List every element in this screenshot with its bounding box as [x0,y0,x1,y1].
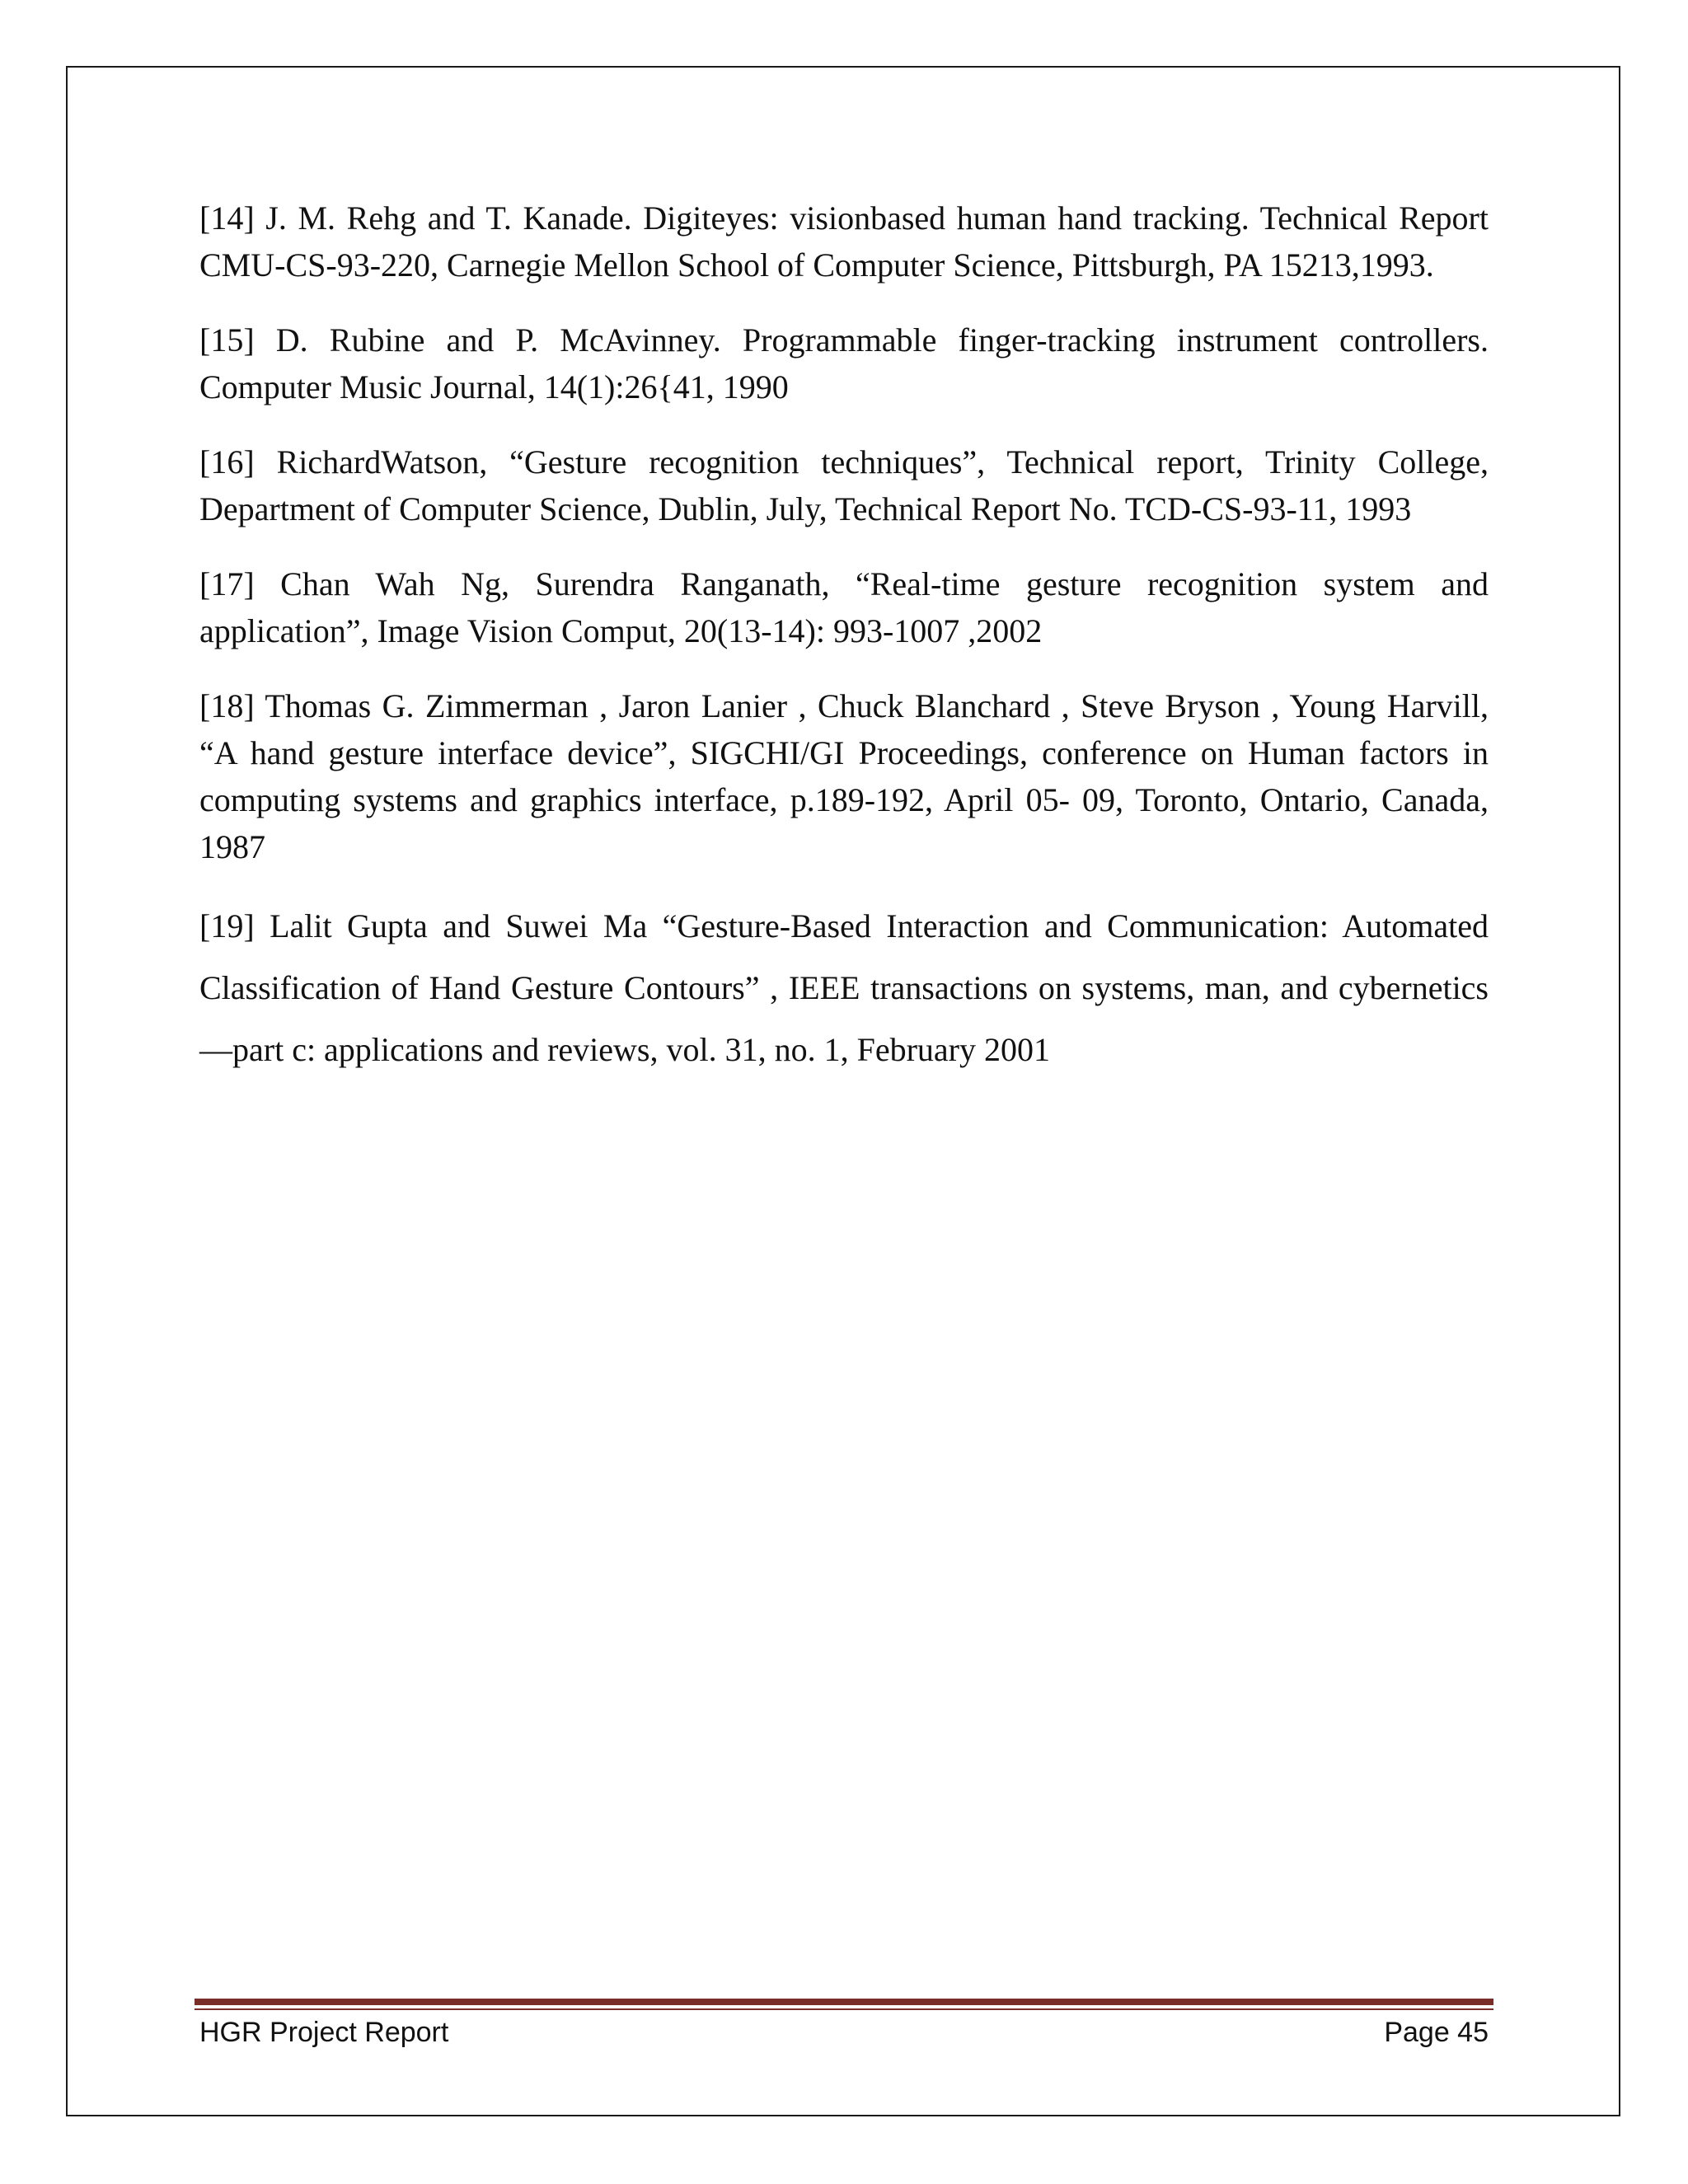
reference-15: [15] D. Rubine and P. McAvinney. Programmable finger-tracking instrument controllers. Computer Music Journal, 14(1):26{41, 1990 [199,321,1489,405]
references-list [199,194,1489,1108]
footer-rule-thick [195,1999,1493,2005]
footer-page-number: Page 45 [1384,2017,1489,2048]
reference-14: [14] J. M. Rehg and T. Kanade. Digiteyes: visionbased human hand tracking. Technical Report CMU-CS-93-220, Carnegie Mellon School of Computer Science, Pittsburgh, PA 15213,1993. [199,199,1489,284]
footer-rule [195,1999,1493,2010]
reference-18: [18] Thomas G. Zimmerman , Jaron Lanier , Chuck Blanchard , Steve Bryson , Young Harvill, “A hand gesture interface device”, SIGCHI/GI Proceedings, conference on Human factors in computing systems and graphics interface, p.189-192, April 05- 09, Toronto, Ontario, Canada, 1987 [199,687,1489,865]
reference-17: [17] Chan Wah Ng, Surendra Ranganath, “Real-time gesture recognition system and application”, Image Vision Comput, 20(13-14): 993-1007 ,2002 [199,565,1489,649]
reference-19: [19] Lalit Gupta and Suwei Ma “Gesture-Based Interaction and Communication: Automated Classification of Hand Gesture Contours” , IEEE transactions on systems, man, and cybernetics—part c: applications and reviews, vol. 31, no. 1, February 2001 [199,907,1489,1068]
reference-16: [16] RichardWatson, “Gesture recognition techniques”, Technical report, Trinity College, Department of Computer Science, Dublin, July, Technical Report No. TCD-CS-93-11, 1993 [199,443,1489,527]
footer-report-title: HGR Project Report [199,2017,449,2048]
